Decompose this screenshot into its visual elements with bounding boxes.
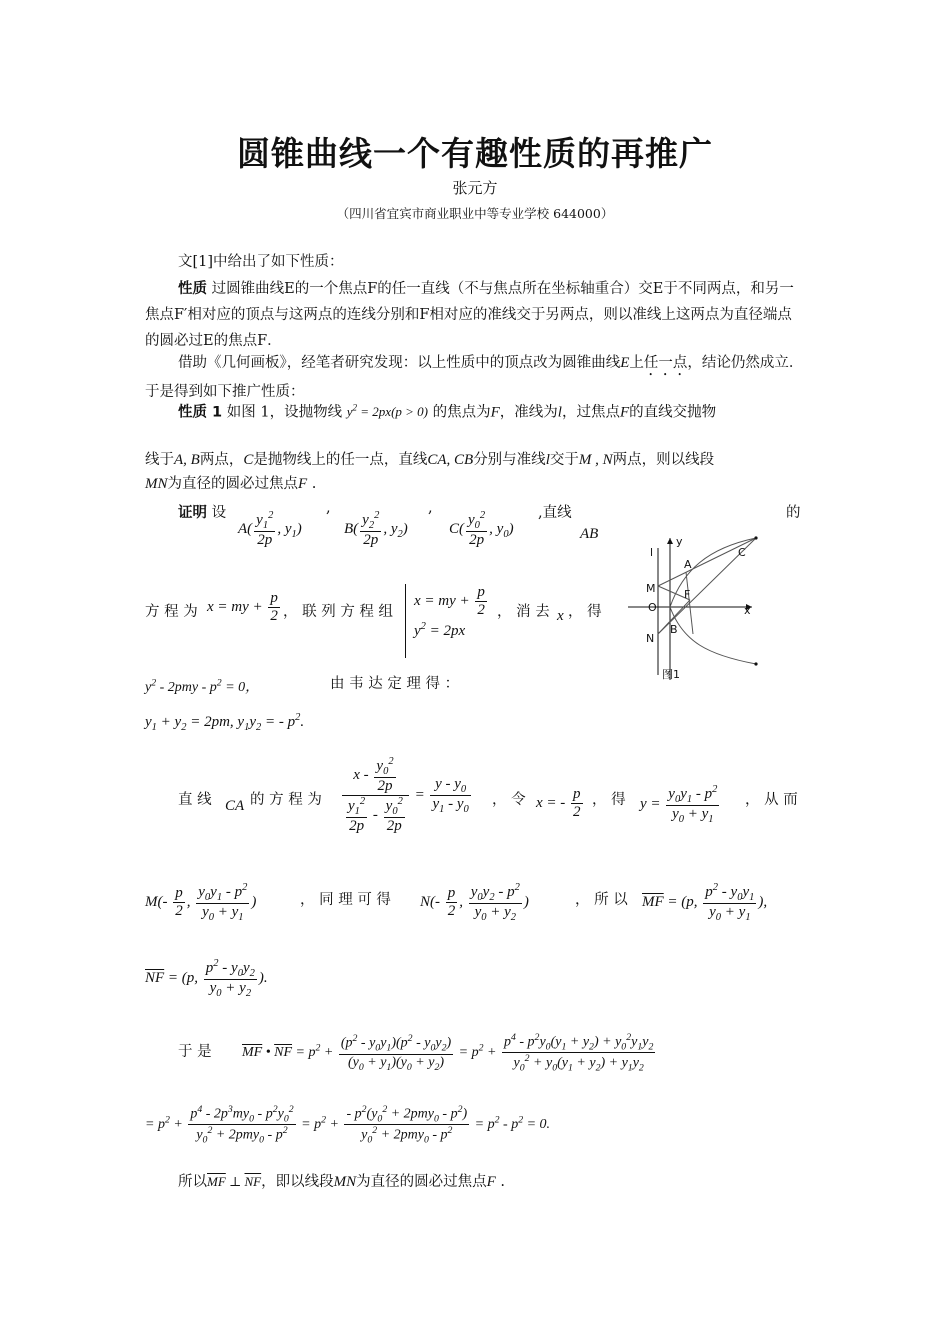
prop1-text-j: 交于 [549, 452, 579, 468]
fig-label-y: y [676, 535, 683, 548]
conclusion-line: 所以$\overline{MF}$ ⊥ $\overline{NF}$，即以线段MN为直径的圆必过焦点F . [178, 1174, 506, 1190]
research-emphasis: 任一点 [643, 355, 688, 371]
prop1-line2: 线于A, B两点，C是抛物线上的任一点，直线CA, CB分别与准线l交于M , N两点，则以线段 [145, 452, 715, 468]
point-A-formula: A( $\frac{y_1^2}{2p}$ , $y_1$) [238, 510, 302, 548]
line-eq: x = my + $\frac{p}{2}$ [207, 590, 278, 624]
proof-label: 证明 [178, 505, 207, 521]
conclusion-b: ，即以线段 [261, 1174, 334, 1190]
property-label: 性质 [178, 281, 207, 297]
conclusion-a: 所以 [178, 1174, 207, 1190]
proof-set-text: 设 [211, 505, 227, 521]
vieta-result: $y_1 + y_2 = 2pm$, $y_1y_2$ = - $p^2$. [145, 712, 305, 733]
prop1-text-i: 分别与准线 [473, 452, 546, 468]
fig-label-F: F [684, 588, 691, 601]
fig-label-O: O [648, 601, 657, 614]
same-get: ， 同 理 可 得 [300, 892, 391, 908]
line-ca-d: ， 得 [592, 792, 626, 808]
y-result: y = $\frac{y_0y_1 - p^2}{y_0 + y_1}$ [640, 784, 718, 825]
comma-2: , [428, 500, 433, 516]
comma-1: , [326, 500, 331, 516]
line-ca-b: 的 方 程 为 [250, 792, 322, 808]
figure-1 [628, 530, 768, 690]
figure-caption: 图1 [662, 668, 680, 681]
proof-de-text: 的 [786, 505, 801, 521]
proof-line-text: ,直线 [538, 505, 572, 521]
eq-text-a: 方 程 为 [145, 604, 198, 620]
fig-label-M: M [646, 582, 656, 595]
vieta-label: 由 韦 达 定 理 得 ： [330, 676, 460, 692]
line-ca-a: 直 线 [178, 792, 212, 808]
eq-text-c: ， 消 去 [497, 604, 550, 620]
quadratic-eq: $y^2 - 2pmy - p^2 = 0$， [145, 677, 260, 695]
fig-label-N: N [646, 632, 655, 645]
research-text-d: ，结论仍然成立．于是得到如下推广性质： [145, 355, 804, 400]
prop1-text-b: 的焦点为 [432, 404, 491, 421]
point-M: M(- $\frac{p}{2}$ , $\frac{y_0y_1 - p^2}{y_0 + y_1}$ ) [145, 882, 257, 923]
research-text-a: 借助《几何画板》，经笔者研究发现：以上性质中的顶点改为圆锥曲线 [178, 355, 621, 371]
fig-label-C: C [738, 546, 746, 559]
paper-title: 圆锥曲线一个有趣性质的再推广 [237, 134, 713, 173]
vieta-text [330, 674, 598, 694]
prop1-line1: 性质 1 如图 1，设抛物线 $y^2 = 2px(p > 0)$ 的焦点为F，准线为l，过焦点F的直线交抛物 [178, 403, 717, 421]
so-text: ， 所 以 [575, 892, 628, 908]
vector-MF: $\overline{MF} = (p$, $\frac{p^2 - y_0y_1}{y_0 + y_1}$ ), [642, 882, 768, 923]
affiliation: （四川省宜宾市商业职业中等专业学校 644000） [336, 206, 614, 221]
line-ca-equation: x - $\frac{y_0^2}{2p}$ $\frac{y_1^2}{2p}$ - $\frac{y_0^2}{2p}$ = $\frac{y - y_0}{y_1 - y_0}$ [340, 756, 473, 835]
fig-label-A: A [684, 558, 692, 571]
prop1-text-k: 两点，则以线段 [612, 452, 715, 468]
prop1-text-l: 为直径的圆必过焦点 [167, 476, 298, 492]
author: 张元方 [452, 179, 498, 197]
prop1-text-d: ，过焦点 [561, 404, 620, 421]
prop1-text-a: 如图 1，设抛物线 [226, 404, 343, 421]
intro-text: 文[1]中给出了如下性质： [178, 254, 344, 270]
prop1-text-e: 的直线交抛物 [629, 404, 717, 421]
line-ca-e: ， 从 而 [745, 792, 798, 808]
dot-product-1: $\overline{MF}$ • $\overline{NF} = p^2$ + $\frac{(p^2 - y_0y_1)(p^2 - y_0y_2)}{(y_0 + y_1)(y_0 + y_2)}$ = $p^2$ + $\frac{p^4 - p^2y_0(y_1 + y_2) + y_0^2y_1y_2}{y_0^2 + y_0(y_1 + y_2) + y_1y_2}$ [242, 1032, 654, 1074]
prop1-text-g: 两点， [199, 452, 244, 468]
eq-text-b: ， 联 列 方 程 组 [283, 604, 394, 620]
prop1-text-h: 是抛物线上的任一点，直线 [253, 452, 428, 468]
let-x: x = - $\frac{p}{2}$ [536, 786, 581, 820]
prop1-text-f: 线于 [145, 452, 174, 468]
fig-label-l: l [650, 546, 654, 559]
line-AB: AB [580, 526, 599, 542]
fig-label-x: x [744, 604, 751, 617]
vector-NF: $\overline{NF} = (p$, $\frac{p^2 - y_0y_2}{y_0 + y_2}$ ). [145, 958, 268, 999]
point-N: N(- $\frac{p}{2}$ , $\frac{y_0y_2 - p^2}{y_0 + y_2}$ ) [420, 882, 529, 923]
prop1-line3: MN为直径的圆必过焦点F . [145, 476, 317, 492]
eq-text-d: ， 得 [568, 604, 602, 620]
research-paragraph: 借助《几何画板》，经笔者研究发现：以上性质中的顶点改为圆锥曲线E上任一点，结论仍然成立．于是得到如下推广性质： [145, 355, 804, 400]
line-ca-c: ， 令 [492, 792, 526, 808]
research-text-b: 上 [629, 355, 644, 371]
prop1-text-c: ，准线为 [499, 404, 558, 421]
property-text: 过圆锥曲线E的一个焦点F的任一直线（不与焦点所在坐标轴重合）交E于不同两点，和另一焦点F′相对应的顶点与这两点的连线分别和F相对应的准线交于另两点，则以准线上这两点为直径端点的圆必过E的焦点F． [145, 281, 794, 349]
property-paragraph [145, 276, 805, 354]
dot-product-2: = $p^2$ + $\frac{p^4 - 2p^3my_0 - p^2y_0^2}{y_0^2 + 2pmy_0 - p^2}$ = $p^2$ + $\frac{- p^2(y_0^2 + 2pmy_0 - p^2)}{y_0^2 + 2pmy_0 - p^2}$ = $p^2 - p^2 = 0$. [145, 1104, 551, 1146]
prop1-label: 性质 1 [178, 404, 223, 421]
conclusion-c: 为直径的圆必过焦点 [356, 1174, 487, 1190]
proof-label-line [178, 503, 226, 523]
point-B-formula: B( $\frac{y_2^2}{2p}$ , $y_2$) [344, 510, 408, 548]
fig-label-B: B [670, 623, 678, 636]
therefore-text: 于 是 [178, 1044, 212, 1060]
point-C-formula: C( $\frac{y_0^2}{2p}$ , $y_0$) [449, 510, 514, 548]
system-of-equations: x = my + $\frac{p}{2}$ $y^2 = 2px$ [405, 584, 489, 658]
